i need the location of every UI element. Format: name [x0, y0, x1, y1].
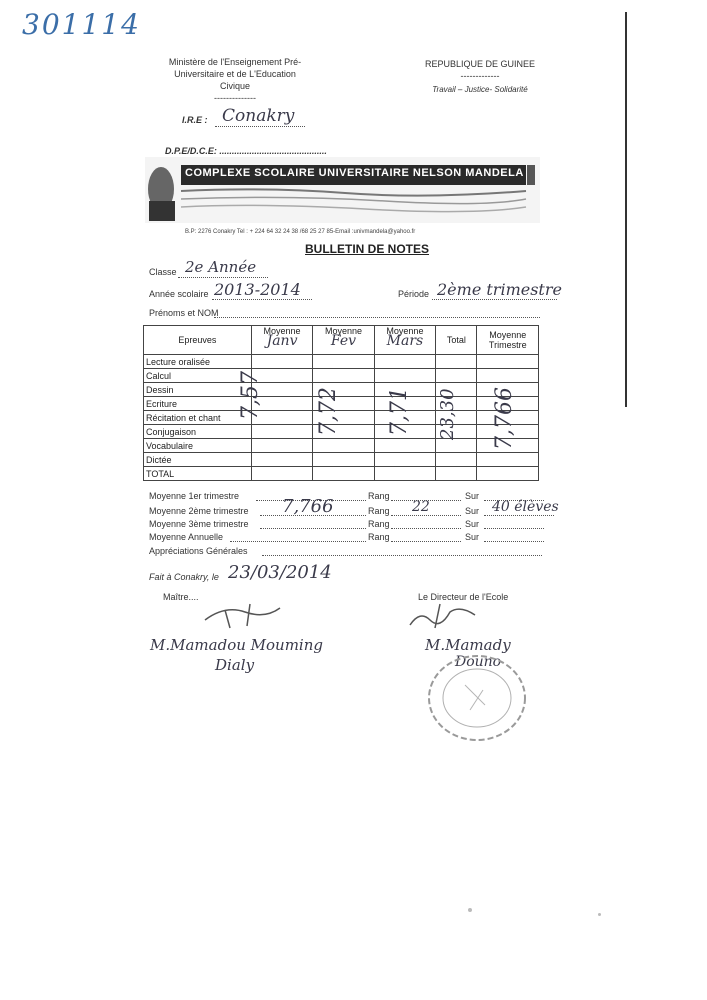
table-row — [144, 355, 539, 369]
m2-label: Moyenne 2ème trimestre — [149, 506, 249, 516]
school-name: COMPLEXE SCOLAIRE UNIVERSITAIRE NELSON MANDELA — [185, 167, 524, 179]
header-moyenne-3-label: Moyenne — [386, 326, 424, 336]
table-row — [144, 411, 539, 425]
dpe-label: D.P.E/D.C.E: ........................................... — [165, 146, 327, 156]
directeur-label: Le Directeur de l'Ecole — [418, 592, 509, 602]
table-header-row — [144, 326, 539, 355]
page-edge-line — [625, 12, 627, 407]
ministry-line-3: Civique — [219, 81, 250, 91]
republic-title: REPUBLIQUE DE GUINEE — [424, 59, 536, 69]
ministry-line-2: Universitaire et de L'Education — [174, 69, 296, 79]
ire-value: Conakry — [222, 106, 295, 126]
stray-mark — [468, 908, 472, 912]
header-moyenne-trimestre-1: Moyenne — [489, 330, 527, 340]
republic-motto: Travail – Justice- Solidarité — [432, 85, 528, 94]
table-row — [144, 467, 539, 481]
annuelle-label: Moyenne Annuelle — [149, 532, 224, 542]
maitre-name-1: M.Mamadou Mouming — [150, 636, 323, 654]
ire-dotted-line — [215, 126, 305, 127]
m1-label: Moyenne 1er trimestre — [149, 491, 240, 501]
m2-sur-value: 40 élèves — [492, 499, 559, 515]
m2-sur-label: Sur — [465, 506, 480, 516]
header-ministry — [150, 56, 320, 104]
annee-label: Année scolaire — [149, 289, 209, 299]
m3-label: Moyenne 3ème trimestre — [149, 519, 249, 529]
prenoms-line — [214, 317, 540, 318]
directeur-name-2: Douno — [455, 654, 502, 670]
annuelle-sur-label: Sur — [465, 532, 480, 542]
m2-sur-line — [484, 515, 554, 516]
header-moyenne-2-label: Moyenne — [324, 326, 362, 336]
classe-value: 2e Année — [185, 258, 257, 276]
ministry-separator: -------------- — [214, 93, 256, 103]
header-moyenne-trimestre — [477, 326, 539, 355]
m3-sur-line — [484, 528, 544, 529]
stray-mark — [598, 913, 601, 916]
m3-sur-label: Sur — [465, 519, 480, 529]
row-label: Conjugaison — [144, 425, 252, 439]
appreciations-label: Appréciations Générales — [149, 546, 248, 556]
row-label: Lecture oralisée — [144, 355, 252, 369]
grade-col3: 7,71 — [387, 387, 412, 436]
row-label: Calcul — [144, 369, 252, 383]
header-republic — [405, 58, 555, 96]
m2-rang-label: Rang — [368, 506, 390, 516]
row-label: TOTAL — [144, 467, 252, 481]
maitre-signature — [195, 600, 285, 630]
header-epreuves: Epreuves — [144, 326, 252, 355]
table-row — [144, 383, 539, 397]
m3-rang-line — [391, 528, 461, 529]
header-moyenne-3 — [374, 326, 435, 355]
table-row — [144, 369, 539, 383]
grade-trimestre: 7,766 — [492, 387, 517, 450]
grade-col1: 7,57 — [238, 371, 263, 420]
periode-line — [432, 299, 557, 300]
document-title: BULLETIN DE NOTES — [305, 242, 430, 256]
prenoms-label: Prénoms et NOM — [149, 308, 219, 318]
fait-label: Fait à Conakry, le — [149, 572, 219, 582]
row-label: Récitation et chant — [144, 411, 252, 425]
row-label: Dictée — [144, 453, 252, 467]
header-moyenne-2-month: Fev — [330, 333, 357, 349]
m3-line — [260, 528, 366, 529]
handwritten-reference: 301114 — [22, 8, 141, 41]
school-contact: B.P: 2276 Conakry Tel : + 224 64 32 24 38 /68 25 27 85-Email :univmandela@yahoo.fr — [185, 229, 416, 235]
row-label: Dessin — [144, 383, 252, 397]
classe-line — [178, 277, 268, 278]
m2-rang-value: 22 — [412, 499, 430, 515]
school-banner — [145, 157, 540, 223]
header-moyenne-2 — [313, 326, 374, 355]
table-row — [144, 439, 539, 453]
ire-label: I.R.E : — [182, 115, 208, 125]
header-moyenne-3-month: Mars — [386, 333, 424, 349]
classe-label: Classe — [149, 267, 177, 277]
header-moyenne-1-label: Moyenne — [263, 326, 301, 336]
republic-separator: ------------- — [460, 71, 500, 81]
table-row — [144, 397, 539, 411]
periode-label: Période — [398, 289, 430, 299]
table-row — [144, 453, 539, 467]
annee-line — [212, 299, 312, 300]
m3-rang-label: Rang — [368, 519, 390, 529]
header-moyenne-1-month: Janv — [266, 333, 298, 349]
school-stamp — [425, 650, 535, 745]
date-value: 23/03/2014 — [228, 562, 332, 583]
m2-value: 7,766 — [282, 496, 334, 517]
annuelle-rang-label: Rang — [368, 532, 390, 542]
annuelle-line — [230, 541, 366, 542]
m1-rang-label: Rang — [368, 491, 390, 501]
annee-value: 2013-2014 — [214, 280, 301, 299]
maitre-name-2: Dialy — [215, 656, 255, 674]
directeur-signature — [405, 600, 485, 632]
m2-rang-line — [391, 515, 461, 516]
row-label: Ecriture — [144, 397, 252, 411]
header-moyenne-1 — [251, 326, 312, 355]
annuelle-sur-line — [484, 541, 544, 542]
ministry-line-1: Ministère de l'Enseignement Pré- — [168, 57, 302, 67]
maitre-label: Maître.... — [163, 592, 199, 602]
grades-table — [143, 325, 539, 481]
m1-sur-label: Sur — [465, 491, 480, 501]
table-row — [144, 425, 539, 439]
grade-col2: 7,72 — [316, 387, 341, 436]
row-label: Vocabulaire — [144, 439, 252, 453]
appreciations-line — [262, 555, 542, 556]
annuelle-rang-line — [391, 541, 461, 542]
periode-value: 2ème trimestre — [437, 280, 562, 299]
header-moyenne-trimestre-2: Trimestre — [488, 340, 527, 350]
header-total: Total — [436, 326, 477, 355]
grade-total: 23,30 — [437, 388, 458, 440]
directeur-name-1: M.Mamady — [425, 636, 511, 654]
